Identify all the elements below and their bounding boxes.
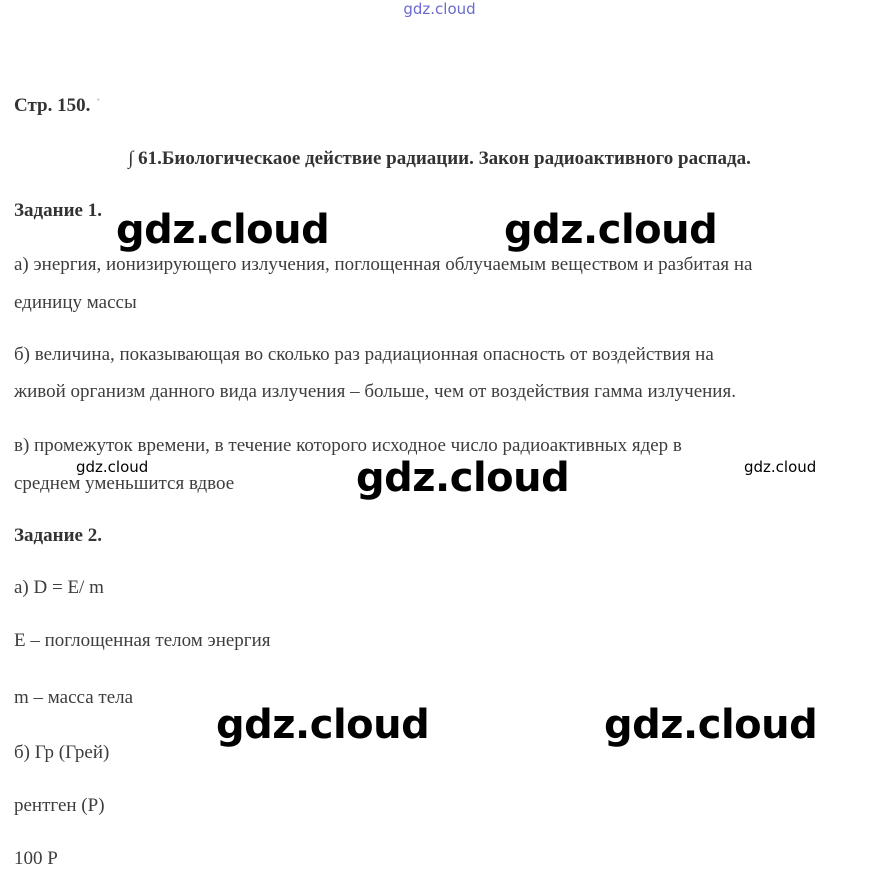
page-reference-mark: ˙ xyxy=(95,95,102,116)
watermark-1: gdz.cloud xyxy=(116,207,330,253)
site-logo[interactable]: gdz.cloud xyxy=(403,0,476,18)
task-2-heading: Задание 2. xyxy=(14,525,102,546)
task-1-line-a-cont: единицу массы xyxy=(14,292,137,313)
watermark-small-1: gdz.cloud xyxy=(76,458,149,476)
task-1-line-b: б) величина, показывающая во сколько раз радиационная опасность от воздействия на xyxy=(14,344,714,365)
watermark-3: gdz.cloud xyxy=(356,455,570,501)
task-1-line-c: в) промежуток времени, в течение которого исходное число радиоактивных ядер в xyxy=(14,435,682,456)
page-reference-text: Стр. 150. xyxy=(14,95,91,116)
task-2-unit-gray: б) Гр (Грей) xyxy=(14,742,110,763)
watermark-4: gdz.cloud xyxy=(216,702,430,748)
task-1-line-c-cont: среднем уменьшится вдвое xyxy=(14,473,235,494)
task-1-heading: Задание 1. xyxy=(14,200,102,221)
page-reference xyxy=(14,95,101,117)
task-1-line-b-cont: живой организм данного вида излучения – больше, чем от воздействия гамма излучения. xyxy=(14,381,736,402)
task-2-unit-roentgen: рентген (Р) xyxy=(14,795,105,816)
task-2-value: 100 Р xyxy=(14,848,58,869)
task-2-mass-def: m – масса тела xyxy=(14,687,134,708)
watermark-5: gdz.cloud xyxy=(604,702,818,748)
task-1-line-a: а) энергия, ионизирующего излучения, поглощенная облучаемым веществом и разбитая на xyxy=(14,254,753,275)
watermark-2: gdz.cloud xyxy=(504,207,718,253)
watermark-small-2: gdz.cloud xyxy=(744,458,817,476)
section-title: ∫ 61.Биологическаое действие радиации. Закон радиоактивного распада. xyxy=(128,148,751,169)
task-2-energy-def: E – поглощенная телом энергия xyxy=(14,630,271,651)
task-2-formula: а) D = E/ m xyxy=(14,577,104,598)
